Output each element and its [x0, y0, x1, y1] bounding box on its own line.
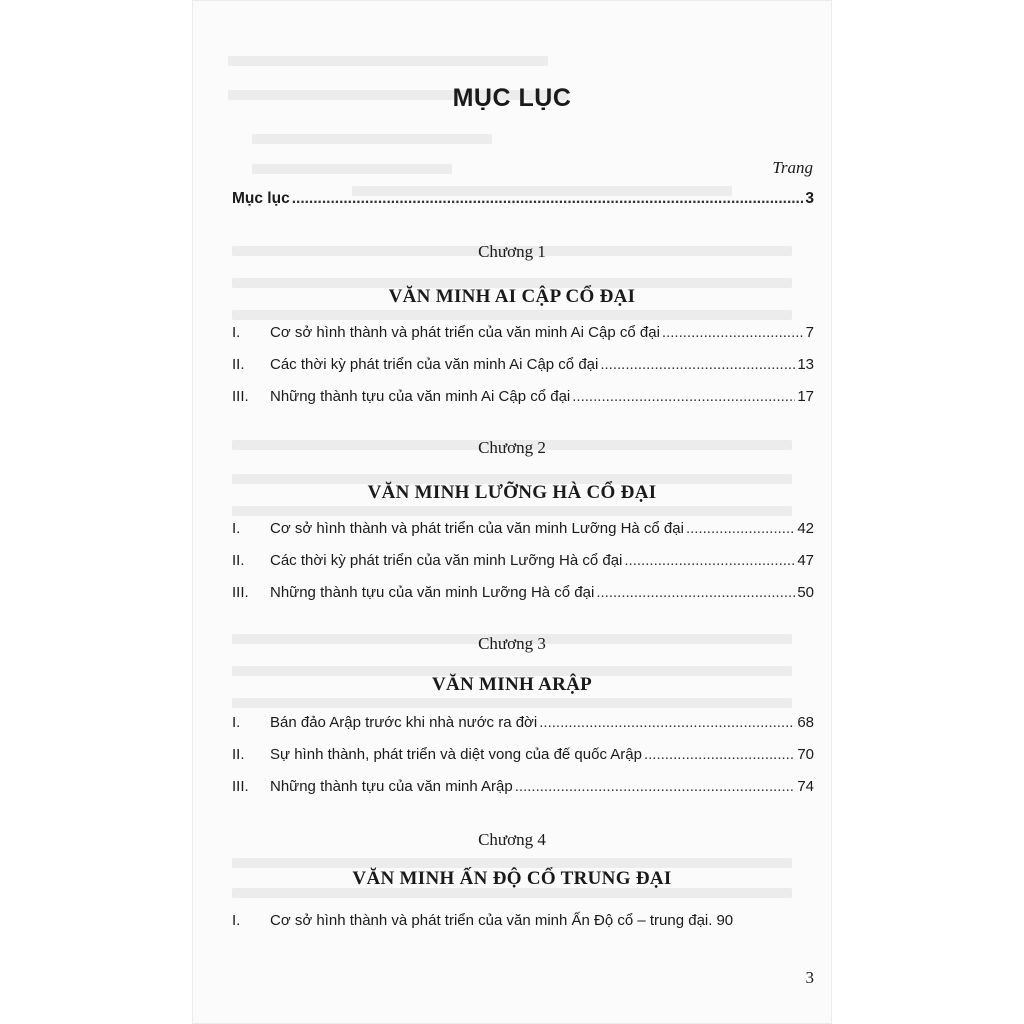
toc-entry[interactable]	[232, 714, 814, 738]
toc-entry[interactable]	[232, 388, 814, 412]
toc-entry-page: 42	[797, 520, 814, 537]
toc-entry-contents[interactable]	[232, 190, 814, 214]
toc-entry-page: 13	[797, 356, 814, 373]
dot-leader	[686, 520, 795, 537]
toc-entry-label: Bán đảo Arập trước khi nhà nước ra đời	[270, 714, 538, 731]
section-number: I.	[232, 520, 241, 537]
toc-entry-page: 47	[797, 552, 814, 569]
chapter-1-title: VĂN MINH AI CẬP CỔ ĐẠI	[388, 286, 636, 307]
chapter-4-number: Chương 4	[478, 830, 546, 849]
section-number: III.	[232, 584, 249, 601]
book-page	[192, 0, 832, 1024]
chapter-3-title: VĂN MINH ARẬP	[431, 674, 593, 695]
toc-entry[interactable]	[232, 584, 814, 608]
chapter-2-number: Chương 2	[478, 438, 546, 457]
toc-entry-label: Những thành tựu của văn minh Ai Cập cổ đại	[270, 388, 571, 405]
toc-entry-page: 90	[716, 912, 734, 929]
section-number: III.	[232, 388, 249, 405]
toc-entry-label: Các thời kỳ phát triển của văn minh Ai Cập cổ đại	[270, 356, 599, 373]
toc-entry-label: Cơ sở hình thành và phát triển của văn minh Ai Cập cổ đại	[270, 324, 660, 341]
toc-entry[interactable]	[232, 356, 814, 380]
toc-entry[interactable]	[232, 778, 814, 802]
toc-entry[interactable]	[232, 746, 814, 770]
section-number: III.	[232, 778, 249, 795]
dot-leader	[572, 388, 795, 405]
section-number: II.	[232, 746, 245, 763]
toc-entry-page: 17	[797, 388, 814, 405]
chapter-1-number: Chương 1	[478, 242, 546, 261]
toc-entry-label: Cơ sở hình thành và phát triển của văn minh Ấn Độ cổ – trung đại.	[270, 912, 713, 929]
dot-leader	[662, 324, 804, 341]
chapter-2-title: VĂN MINH LƯỠNG HÀ CỔ ĐẠI	[367, 482, 657, 503]
page-number: 3	[805, 968, 814, 987]
toc-entry[interactable]	[232, 324, 814, 348]
toc-entry-label: Mục lục	[232, 190, 290, 207]
page-column-header: Trang	[772, 158, 813, 177]
toc-entry-page: 68	[797, 714, 814, 731]
page-title: MỤC LỤC	[452, 84, 572, 112]
toc-entry[interactable]	[232, 552, 814, 576]
toc-entry-page: 7	[805, 324, 814, 341]
section-number: I.	[232, 714, 241, 731]
section-number: I.	[232, 912, 241, 929]
toc-entry-page: 74	[797, 778, 814, 795]
section-number: II.	[232, 552, 245, 569]
toc-entry[interactable]	[232, 520, 814, 544]
dot-leader	[596, 584, 795, 601]
section-number: I.	[232, 324, 241, 341]
dot-leader	[600, 356, 795, 373]
toc-entry-label: Cơ sở hình thành và phát triển của văn minh Lưỡng Hà cổ đại	[270, 520, 684, 537]
chapter-4-title: VĂN MINH ẤN ĐỘ CỔ TRUNG ĐẠI	[352, 868, 672, 889]
dot-leader	[539, 714, 795, 731]
dot-leader	[515, 778, 796, 795]
dot-leader	[644, 746, 795, 763]
toc-entry[interactable]	[232, 912, 814, 936]
toc-entry-label: Sự hình thành, phát triển và diệt vong của đế quốc Arập	[270, 746, 642, 763]
toc-entry-page: 50	[797, 584, 814, 601]
chapter-3-number: Chương 3	[478, 634, 546, 653]
toc-entry-label: Những thành tựu của văn minh Arập	[270, 778, 513, 795]
dot-leader	[292, 190, 804, 208]
section-number: II.	[232, 356, 245, 373]
toc-entry-page: 3	[805, 190, 814, 207]
toc-entry-label: Những thành tựu của văn minh Lưỡng Hà cổ đại	[270, 584, 595, 601]
dot-leader	[624, 552, 795, 569]
toc-entry-label: Các thời kỳ phát triển của văn minh Lưỡng Hà cổ đại	[270, 552, 623, 569]
toc-entry-page: 70	[797, 746, 814, 763]
